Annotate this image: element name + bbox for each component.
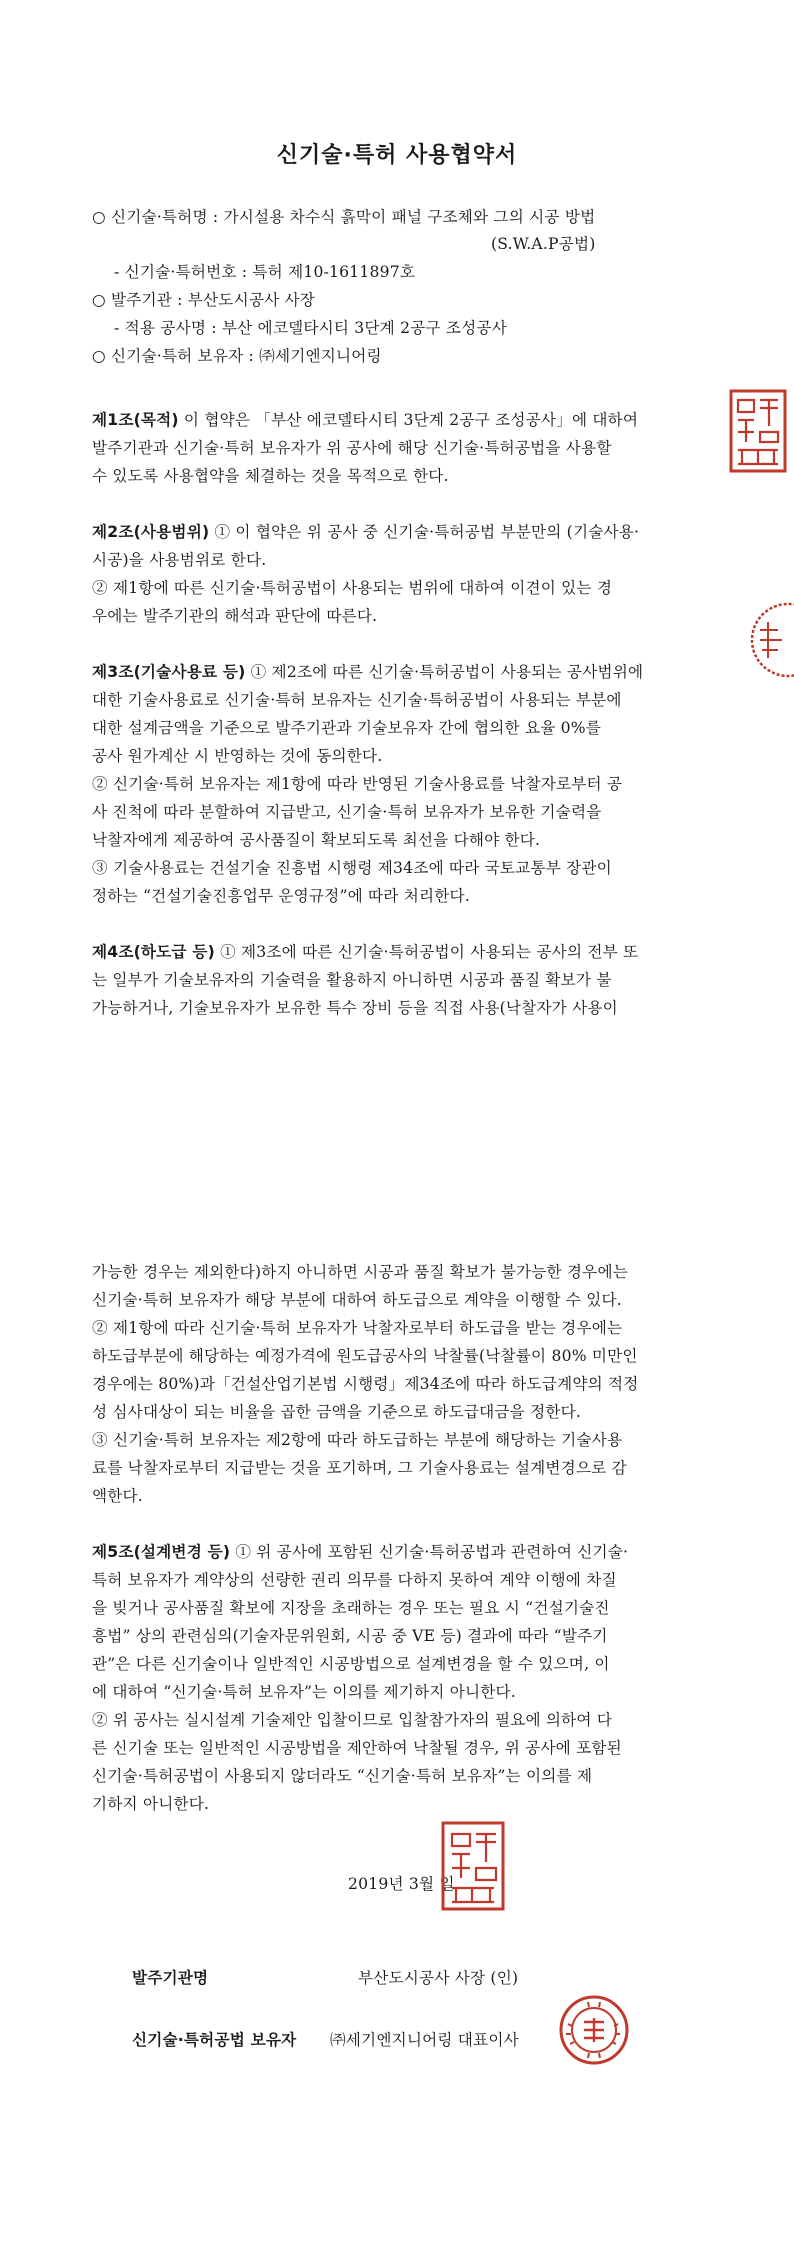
article-4-text-1: ① 제3조에 따른 신기술·특허공법이 사용되는 공사의 전부 또 bbox=[214, 943, 639, 961]
article-4-line-9: 성 심사대상이 되는 비율을 곱한 금액을 기준으로 하도급대금을 정한다. bbox=[92, 1403, 582, 1421]
article-3-line-8: ③ 기술사용료는 건설기술 진흥법 시행령 제34조에 따라 국토교통부 장관이 bbox=[92, 859, 612, 877]
article-4-line-7: 하도급부분에 해당하는 예정가격에 원도급공사의 낙찰률(낙찰률이 80% 미만인 bbox=[92, 1347, 638, 1365]
article-3-line-6: 사 진척에 따라 분할하여 지급받고, 신기술·특허 보유자가 보유한 기술력을 bbox=[92, 803, 602, 821]
article-3-line-7: 낙찰자에게 제공하여 공사품질이 확보되도록 최선을 다해야 한다. bbox=[92, 831, 541, 849]
tech-name-continuation: (S.W.A.P공법) bbox=[491, 235, 596, 253]
date-seal-stamp-icon bbox=[440, 1820, 506, 1912]
article-2-line-2: 시공)을 사용범위로 한다. bbox=[92, 551, 267, 569]
article-3-line-9: 정하는 “건설기술진흥업무 운영규정”에 따라 처리한다. bbox=[92, 887, 470, 905]
article-4-heading: 제4조(하도급 등) bbox=[92, 943, 215, 961]
article-4-line-6: ② 제1항에 따라 신기술·특허 보유자가 낙찰자로부터 하도급을 받는 경우에는 bbox=[92, 1319, 623, 1337]
article-1-line-3: 수 있도록 사용협약을 체결하는 것을 목적으로 한다. bbox=[92, 467, 449, 485]
article-3-line-4: 공사 원가계산 시 반영하는 것에 동의한다. bbox=[92, 747, 383, 765]
agreement-date: 2019년 3월 일 bbox=[348, 1875, 455, 1893]
article-3-text-1: ① 제2조에 따른 신기술·특허공법이 사용되는 공사범위에 bbox=[245, 663, 644, 681]
client-name-label: 발주기관명 bbox=[132, 1969, 209, 1987]
article-4-line-4: 가능한 경우는 제외한다)하지 아니하면 시공과 품질 확보가 불가능한 경우에는 bbox=[92, 1263, 628, 1281]
holder-line: ○ 신기술·특허 보유자 : ㈜세기엔지니어링 bbox=[92, 347, 382, 365]
article-5-line-10: 기하지 아니한다. bbox=[92, 1795, 210, 1813]
seal-stamp-icon bbox=[728, 388, 788, 474]
article-5-line-7: ② 위 공사는 실시설계 기술제안 입찰이므로 입찰참가자의 필요에 의하여 다 bbox=[92, 1711, 613, 1729]
article-2-heading: 제2조(사용범위) bbox=[92, 523, 210, 541]
tech-name-line: ○ 신기술·특허명 : 가시설용 차수식 흙막이 패널 구조체와 그의 시공 방법 bbox=[92, 208, 596, 226]
article-1-heading: 제1조(목적) bbox=[92, 411, 179, 429]
partial-seal-icon bbox=[748, 600, 794, 680]
article-4-line-11: 료를 낙찰자로부터 지급받는 것을 포기하며, 그 기술사용료는 설계변경으로 감 bbox=[92, 1459, 627, 1477]
article-5-text-1: ① 위 공사에 포함된 신기술·특허공법과 관련하여 신기술· bbox=[230, 1543, 629, 1561]
client-name-value: 부산도시공사 사장 (인) bbox=[358, 1969, 519, 1987]
article-5-line-8: 른 신기술 또는 일반적인 시공방법을 제안하여 낙찰될 경우, 위 공사에 포함된 bbox=[92, 1739, 622, 1757]
article-4-line-10: ③ 신기술·특허 보유자는 제2항에 따라 하도급하는 부분에 해당하는 기술사용 bbox=[92, 1431, 623, 1449]
article-3-line-2: 대한 기술사용료로 신기술·특허 보유자는 신기술·특허공법이 사용되는 부분에 bbox=[92, 691, 622, 709]
project-line: - 적용 공사명 : 부산 에코델타시티 3단계 2공구 조성공사 bbox=[114, 319, 507, 337]
article-5-line-2: 특허 보유자가 계약상의 선량한 권리 의무를 다하지 못하여 계약 이행에 차질 bbox=[92, 1571, 617, 1589]
article-3-line-5: ② 신기술·특허 보유자는 제1항에 따라 반영된 기술사용료를 낙찰자로부터 공 bbox=[92, 775, 623, 793]
article-4-line-12: 액한다. bbox=[92, 1487, 143, 1505]
document-title: 신기술·특허 사용협약서 bbox=[276, 143, 518, 168]
client-line: ○ 발주기관 : 부산도시공사 사장 bbox=[92, 291, 316, 309]
article-1-line-2: 발주기관과 신기술·특허 보유자가 위 공사에 해당 신기술·특허공법을 사용할 bbox=[92, 439, 612, 457]
patent-number-line: - 신기술·특허번호 : 특허 제10-1611897호 bbox=[114, 263, 416, 281]
article-2-text-1: ① 이 협약은 위 공사 중 신기술·특허공법 부분만의 (기술사용· bbox=[209, 523, 640, 541]
article-2-line-1 bbox=[92, 522, 639, 542]
patent-holder-value: ㈜세기엔지니어링 대표이사 bbox=[330, 2031, 519, 2049]
article-3-line-1 bbox=[92, 662, 643, 682]
patent-holder-label: 신기술·특허공법 보유자 bbox=[132, 2031, 297, 2049]
article-2-line-3: ② 제1항에 따른 신기술·특허공법이 사용되는 범위에 대하여 이견이 있는 경 bbox=[92, 579, 613, 597]
article-5-line-6: 에 대하여 “신기술·특허 보유자”는 이의를 제기하지 아니한다. bbox=[92, 1683, 516, 1701]
article-1-text-1: 이 협약은 「부산 에코델타시티 3단계 2공구 조성공사」에 대하여 bbox=[178, 411, 639, 429]
company-round-seal-icon bbox=[558, 1994, 630, 2066]
article-4-line-3: 가능하거나, 기술보유자가 보유한 특수 장비 등을 직접 사용(낙찰자가 사용이 bbox=[92, 999, 618, 1017]
article-4-line-1 bbox=[92, 942, 638, 962]
article-1-line-1 bbox=[92, 410, 638, 430]
article-4-line-8: 경우에는 80%)과「건설산업기본법 시행령」제34조에 따라 하도급계약의 적정 bbox=[92, 1375, 639, 1393]
article-5-line-3: 을 빚거나 공사품질 확보에 지장을 초래하는 경우 또는 필요 시 “건설기술진 bbox=[92, 1599, 610, 1617]
article-5-line-5: 관”은 다른 신기술이나 일반적인 시공방법으로 설계변경을 할 수 있으며, 이 bbox=[92, 1655, 610, 1673]
article-4-line-2: 는 일부가 기술보유자의 기술력을 활용하지 아니하면 시공과 품질 확보가 불 bbox=[92, 971, 612, 989]
article-3-line-3: 대한 설계금액을 기준으로 발주기관과 기술보유자 간에 협의한 요율 0%를 bbox=[92, 719, 602, 737]
article-3-heading: 제3조(기술사용료 등) bbox=[92, 663, 246, 681]
article-5-heading: 제5조(설계변경 등) bbox=[92, 1543, 231, 1561]
article-4-line-5: 신기술·특허 보유자가 해당 부분에 대하여 하도급으로 계약을 이행할 수 있다. bbox=[92, 1291, 622, 1309]
article-5-line-1 bbox=[92, 1542, 628, 1562]
article-5-line-4: 흥법” 상의 관련심의(기술자문위원회, 시공 중 VE 등) 결과에 따라 “발주기 bbox=[92, 1627, 608, 1645]
article-2-line-4: 우에는 발주기관의 해석과 판단에 따른다. bbox=[92, 607, 378, 625]
article-5-line-9: 신기술·특허공법이 사용되지 않더라도 “신기술·특허 보유자”는 이의를 제 bbox=[92, 1767, 593, 1785]
